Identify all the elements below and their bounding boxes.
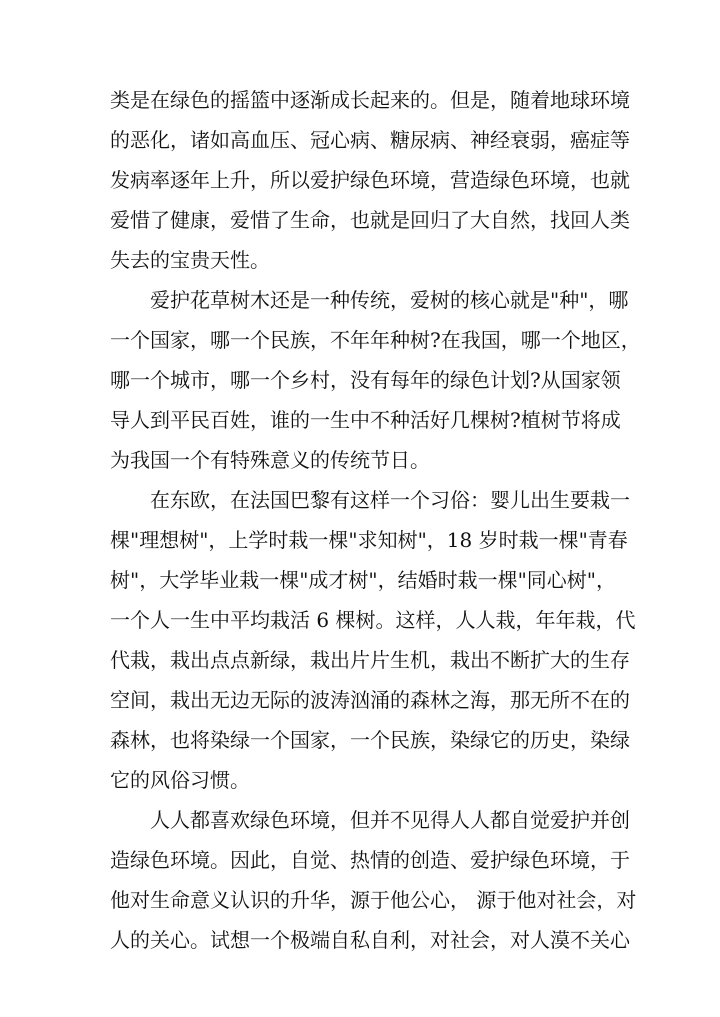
text-line: 空间，栽出无边无际的波涛汹涌的森林之海，那无所不在的 bbox=[110, 688, 630, 712]
text-line: 哪一个城市，哪一个乡村，没有每年的绿色计划?从国家领 bbox=[110, 368, 621, 392]
text-line: 人的关心。试想一个极端自私自利，对社会，对人漠不关心 bbox=[110, 928, 630, 952]
text-line: 的恶化，诸如高血压、冠心病、糖尿病、神经衰弱，癌症等 bbox=[110, 128, 630, 152]
text-line: 森林，也将染绿一个国家，一个民族，染绿它的历史，染绿 bbox=[110, 728, 630, 752]
text-line: 造绿色环境。因此，自觉、热情的创造、爱护绿色环境，于 bbox=[110, 848, 630, 872]
text-line: 失去的宝贵天性。 bbox=[110, 248, 270, 272]
text-line: 类是在绿色的摇篮中逐渐成长起来的。但是，随着地球环境 bbox=[110, 88, 630, 112]
text-line: 爱惜了健康，爱惜了生命，也就是回归了大自然，找回人类 bbox=[110, 208, 630, 232]
text-line: 他对生命意义认识的升华，源于他公心， 源于他对社会，对 bbox=[110, 888, 637, 912]
text-line: 导人到平民百姓，谁的一生中不种活好几棵树?植树节将成 bbox=[110, 408, 621, 432]
text-line: 一个人一生中平均栽活 6 棵树。这样，人人栽，年年栽，代 bbox=[110, 608, 636, 632]
text-line: 代栽，栽出点点新绿，栽出片片生机，栽出不断扩大的生存 bbox=[110, 648, 630, 672]
paragraph-first-line: 爱护花草树木还是一种传统，爱树的核心就是"种"，哪 bbox=[150, 288, 629, 312]
paragraph-first-line: 在东欧，在法国巴黎有这样一个习俗：婴儿出生要栽一 bbox=[150, 488, 630, 512]
document-body bbox=[110, 80, 641, 960]
text-line: 为我国一个有特殊意义的传统节日。 bbox=[110, 448, 430, 472]
text-line: 树"，大学毕业栽一棵"成才树"，结婚时栽一棵"同心树"， bbox=[110, 568, 616, 592]
text-line: 它的风俗习惯。 bbox=[110, 768, 250, 792]
text-line: 一个国家，哪一个民族，不年年种树?在我国，哪一个地区， bbox=[110, 328, 641, 352]
paragraph-first-line: 人人都喜欢绿色环境，但并不见得人人都自觉爱护并创 bbox=[150, 808, 630, 832]
text-line: 发病率逐年上升，所以爱护绿色环境，营造绿色环境，也就 bbox=[110, 168, 630, 192]
text-line: 棵"理想树"，上学时栽一棵"求知树"，18 岁时栽一棵"青春 bbox=[110, 528, 628, 552]
